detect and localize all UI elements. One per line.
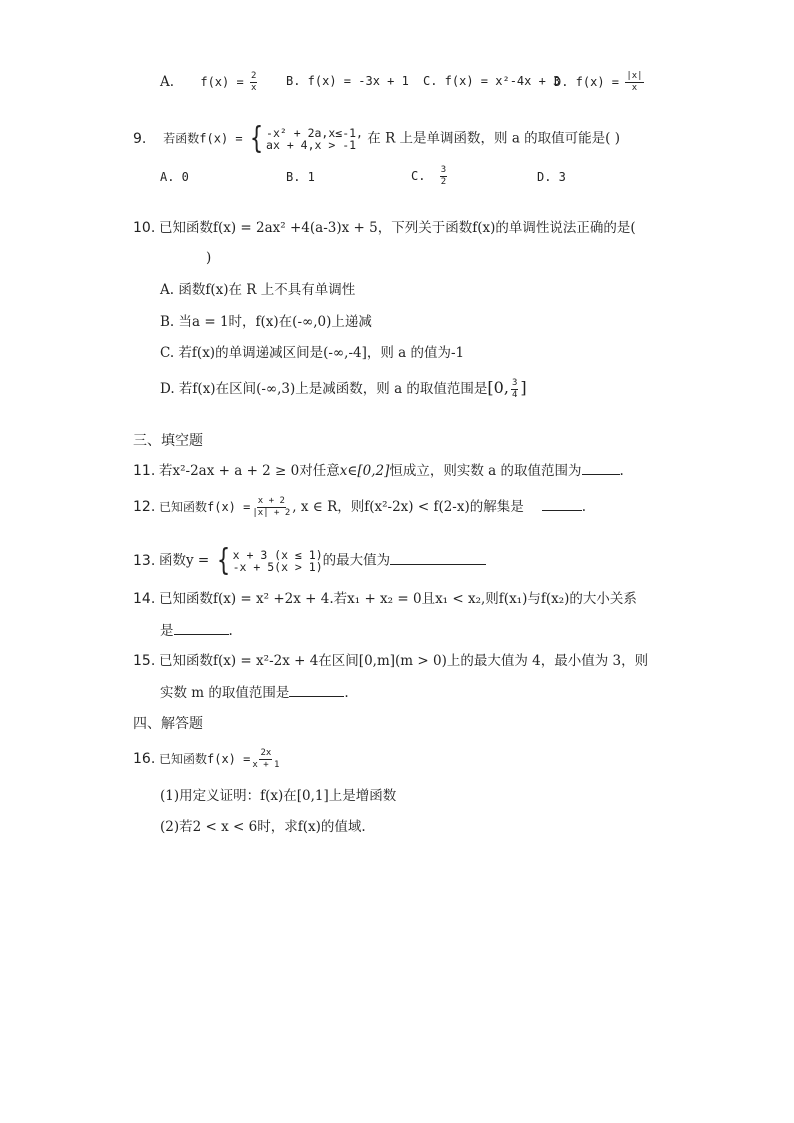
q16-part-1: (1)用定义证明：f(x)在[0,1]上是增函数 bbox=[160, 788, 397, 804]
q10-option-d: D. 若f(x)在区间(-∞,3)上是减函数，则 a 的取值范围是[0, $\frac{3}{4}$ ] bbox=[160, 378, 527, 400]
q9-option-b: B. 1 bbox=[286, 170, 315, 184]
q9-option-c: C. $\frac{3}{2}$ bbox=[411, 165, 447, 187]
q16-part-2: (2)若2 < x < 6时，求f(x)的值域. bbox=[160, 819, 366, 835]
q9-option-a: A. 0 bbox=[160, 170, 189, 184]
q10-option-a: A. 函数f(x)在 R 上不具有单调性 bbox=[160, 282, 356, 298]
question-15: 15. 已知函数f(x) = x²-2x + 4在区间[0,m](m > 0)上的最大值为 4，最小值为 3，则 bbox=[133, 653, 649, 669]
q10-option-c: C. 若f(x)的单调递减区间是(-∞,-4]，则 a 的值为-1 bbox=[160, 345, 465, 361]
q12-answer-blank[interactable] bbox=[542, 496, 582, 511]
q15-answer-blank[interactable] bbox=[289, 682, 344, 697]
question-10: 10. 已知函数f(x) = 2ax² +4(a-3)x + 5，下列关于函数f(x)的单调性说法正确的是( bbox=[133, 220, 636, 236]
question-11: 11. 若x²-2ax + a + 2 ≥ 0对任意x∈[0,2]恒成立，则实数 a 的取值范围为 . bbox=[133, 460, 624, 481]
question-13: 13. 函数y = { x + 3 (x ≤ 1) -x + 5(x > 1) 的最大值为 bbox=[133, 546, 486, 576]
question-10-cont: ) bbox=[206, 250, 212, 266]
q10-option-b: B. 当a = 1时，f(x)在(-∞,0)上递减 bbox=[160, 314, 372, 330]
q8-option-a: A. f(x) = $\frac{2}{x}$ bbox=[160, 71, 257, 93]
q8-option-b: B. f(x) = -3x + 1 bbox=[286, 74, 409, 88]
q8-option-d: D. f(x) = $\frac{|x|}{x}$ bbox=[554, 71, 643, 93]
q9-option-d: D. 3 bbox=[537, 170, 566, 184]
q8-option-c: C. f(x) = x²-4x + 3 bbox=[423, 74, 561, 88]
q8-a-fraction: $\frac{2}{x}$ bbox=[251, 71, 257, 93]
q14-answer-blank[interactable] bbox=[174, 620, 229, 635]
q13-piecewise: x + 3 (x ≤ 1) -x + 5(x > 1) bbox=[232, 548, 323, 574]
q9-piecewise: -x² + 2a,x≤-1, ax + 4,x > -1 bbox=[266, 126, 363, 152]
question-14: 14. 已知函数f(x) = x² +2x + 4.若x₁ + x₂ = 0且x₁ < x₂,则f(x₁)与f(x₂)的大小关系 bbox=[133, 591, 637, 607]
question-14-cont: 是 . bbox=[160, 620, 233, 641]
q8-d-fraction: $\frac{|x|}{x}$ bbox=[626, 71, 643, 93]
question-9: 9. 若函数f(x) = { -x² + 2a,x≤-1, ax + 4,x > -1 在 R 上是单调函数，则 a 的取值可能是( ) bbox=[133, 121, 620, 156]
section-3-heading: 三、填空题 bbox=[133, 433, 203, 449]
question-15-cont: 实数 m 的取值范围是 . bbox=[160, 682, 349, 703]
question-12: 12. 已知函数f(x) = $\frac{x + 2}{|x| + 2}$ , x ∈ R，则f(x²-2x) < f(2-x)的解集是 . bbox=[133, 496, 587, 518]
q11-answer-blank[interactable] bbox=[582, 460, 620, 475]
question-16: 16. 已知函数f(x) = $\frac{2x}{x + 1}$ bbox=[133, 748, 280, 770]
q13-answer-blank[interactable] bbox=[390, 550, 486, 565]
section-4-heading: 四、解答题 bbox=[133, 716, 203, 732]
